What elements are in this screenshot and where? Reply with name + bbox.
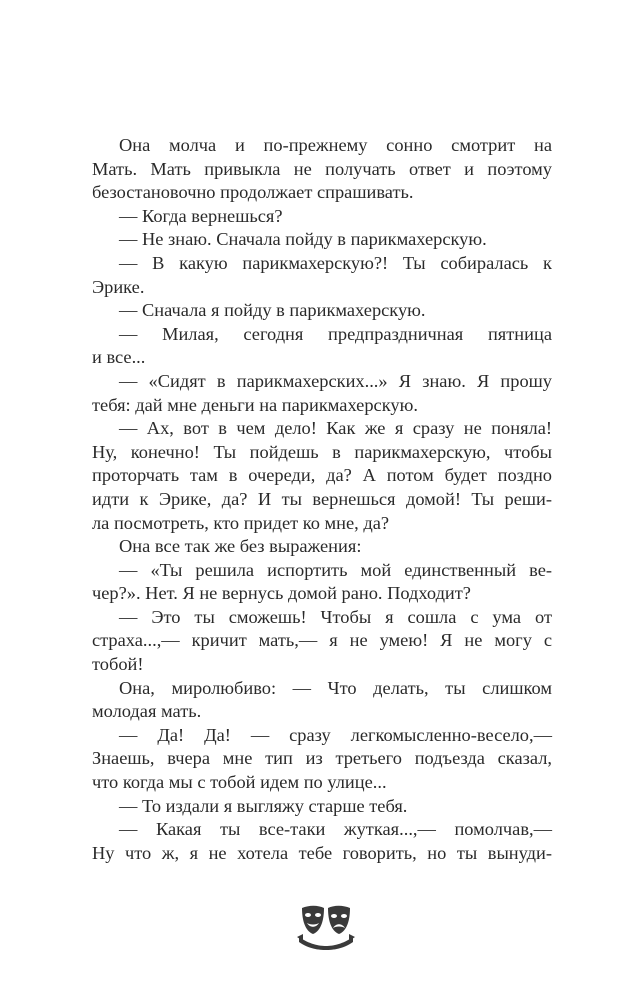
text-line: — В какую парикмахерскую?! Ты собиралась к [119,252,552,273]
theatre-masks-icon [297,904,355,950]
text-line: страха...,— кричит мать,— я не умею! Я не могу с [92,630,552,651]
text-line: Ну что ж, я не хотела тебе говорить, но ты вынуди- [92,842,552,863]
text-line: безостановочно продолжает спрашивать. [92,182,414,203]
text-line: — Не знаю. Сначала пойду в парикмахерскую. [119,229,487,250]
text-line: Эрике. [92,276,145,297]
text-line: чер?». Нет. Я не вернусь домой рано. Подходит? [92,583,471,604]
text-line: — То издали я выгляжу старше тебя. [119,795,408,816]
text-line: Она молча и по-прежнему сонно смотрит на [119,135,552,155]
text-line: Ну, конечно! Ты пойдешь в парикмахерскую, чтобы [92,441,552,462]
text-line: — Когда вернешься? [119,205,283,226]
page-text [92,134,552,865]
text-line: Знаешь, вчера мне тип из третьего подъезда сказал, [92,748,552,769]
text-line: Мать. Мать привыкла не получать ответ и поэтому [92,158,552,179]
text-line: тебя: дай мне деньги на парикмахерскую. [92,394,418,415]
text-line: — Да! Да! — сразу легкомысленно-весело,— [119,724,552,745]
text-line: идти к Эрике, да? И ты вернешься домой! Ты реши- [92,488,552,509]
text-line: — «Ты решила испортить мой единственный ве- [119,559,552,580]
text-line: — «Сидят в парикмахерских...» Я знаю. Я прошу [119,370,552,391]
text-line: молодая мать. [92,701,202,722]
text-line: — Какая ты все-таки жуткая...,— помолчав,— [119,819,552,840]
text-line: — Ах, вот в чем дело! Как же я сразу не поняла! [119,418,552,439]
text-line: проторчать там в очереди, да? А потом будет поздно [92,465,552,486]
text-line: Она, миролюбиво: — Что делать, ты слишком [119,677,552,698]
text-line: ла посмотреть, кто придет ко мне, да? [92,512,390,533]
text-line: Она все так же без выражения: [119,536,362,557]
text-line: — Это ты сможешь! Чтобы я сошла с ума от [119,606,552,627]
text-line: и все... [92,347,146,368]
text-line: тобой! [92,654,144,675]
text-line: что когда мы с тобой идем по улице... [92,772,387,793]
text-line: — Милая, сегодня предпраздничная пятница [119,323,552,344]
text-line: — Сначала я пойду в парикмахерскую. [119,300,426,321]
